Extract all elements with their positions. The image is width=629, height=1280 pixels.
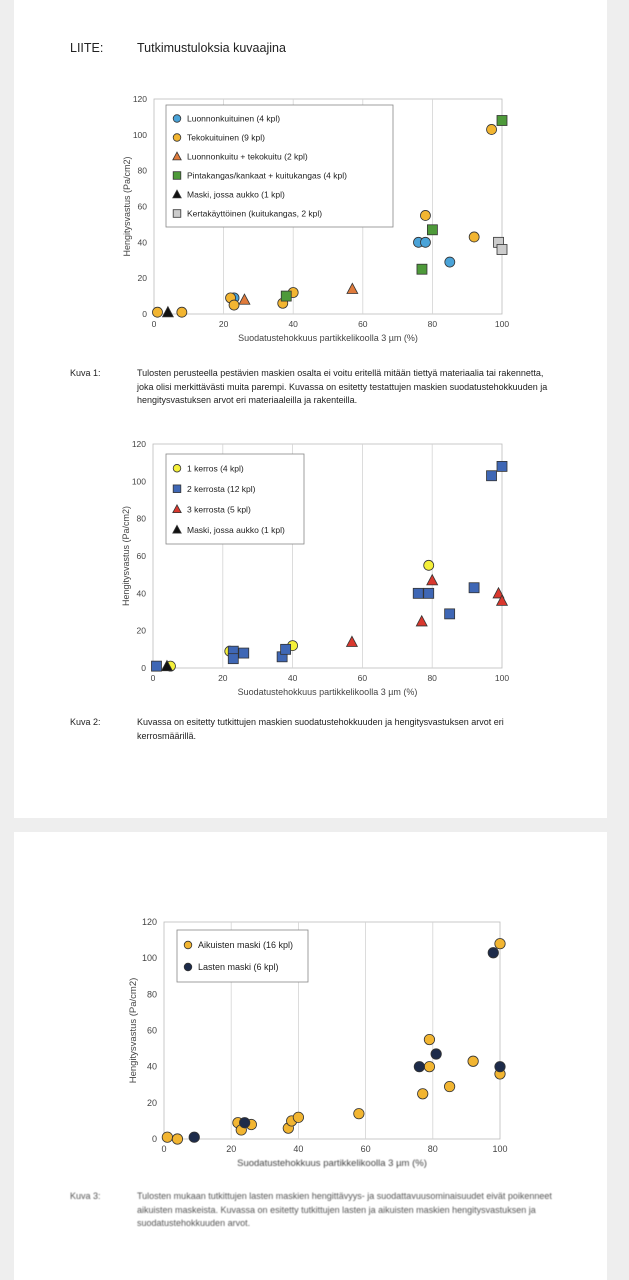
data-point xyxy=(413,588,423,598)
y-tick-label: 60 xyxy=(136,551,146,561)
caption-1-label: Kuva 1: xyxy=(70,368,101,378)
x-tick-label: 40 xyxy=(288,319,298,329)
data-point xyxy=(427,575,438,585)
legend xyxy=(166,105,393,227)
x-axis-label: Suodatustehokkuus partikkelikoolla 3 µm (%) xyxy=(237,1158,427,1169)
data-point xyxy=(424,1061,434,1071)
legend-label: Lasten maski (6 kpl) xyxy=(198,962,279,973)
data-point xyxy=(497,116,507,126)
y-tick-label: 100 xyxy=(132,129,147,140)
legend-label: 2 kerrosta (12 kpl) xyxy=(187,483,256,494)
legend xyxy=(177,930,308,982)
data-point xyxy=(445,609,455,619)
legend-label: 3 kerrosta (5 kpl) xyxy=(187,504,251,515)
x-tick-label: 100 xyxy=(494,673,510,683)
y-tick-label: 20 xyxy=(136,625,146,636)
y-tick-label: 80 xyxy=(136,513,146,524)
legend-label: Kertakäyttöinen (kuitukangas, 2 kpl) xyxy=(187,208,323,219)
x-tick-label: 100 xyxy=(492,1144,508,1154)
y-tick-label: 0 xyxy=(151,1134,157,1144)
series-2 xyxy=(347,575,508,647)
data-point xyxy=(414,1061,424,1071)
legend-label: Pintakangas/kankaat + kuitukangas (4 kpl) xyxy=(187,170,347,181)
data-point xyxy=(151,661,161,671)
legend-label: Luonnonkuitu + tekokuitu (2 kpl) xyxy=(187,151,308,162)
data-point xyxy=(239,294,250,304)
data-point xyxy=(420,237,430,247)
data-point xyxy=(424,1034,434,1044)
caption-1 xyxy=(70,367,560,411)
data-point xyxy=(189,1132,199,1142)
appendix-title: Tutkimustuloksia kuvaajina xyxy=(137,41,286,55)
x-axis-label: Suodatustehokkuus partikkelikoolla 3 µm (%) xyxy=(238,333,418,343)
x-tick-label: 60 xyxy=(357,673,368,683)
data-point xyxy=(417,264,427,274)
x-tick-label: 100 xyxy=(494,319,510,329)
data-point xyxy=(444,1081,454,1091)
series-5 xyxy=(494,237,507,254)
legend-marker xyxy=(184,963,192,971)
data-point xyxy=(469,583,479,593)
data-point xyxy=(468,1056,478,1066)
data-point xyxy=(347,283,358,293)
caption-2-text: Kuvassa on esitetty tutkittujen maskien suodatustehokkuuden ja hengitysvastuksen arvot eri kerrosmäärillä. xyxy=(137,717,504,741)
caption-3 xyxy=(70,1190,560,1234)
data-point xyxy=(152,307,162,317)
y-tick-label: 120 xyxy=(132,94,147,104)
legend-marker xyxy=(173,485,181,493)
y-axis-label: Hengitysvastus (Pa/cm2) xyxy=(128,977,139,1084)
x-tick-label: 20 xyxy=(218,673,228,683)
legend xyxy=(166,454,304,544)
legend-marker xyxy=(184,941,192,949)
legend-box xyxy=(177,930,308,982)
x-tick-label: 0 xyxy=(161,1144,167,1154)
y-tick-label: 40 xyxy=(146,1061,157,1072)
data-point xyxy=(497,461,507,471)
data-point xyxy=(488,948,498,958)
y-tick-label: 20 xyxy=(146,1097,157,1108)
y-tick-label: 60 xyxy=(137,201,147,212)
caption-3-text: Tulosten mukaan tutkittujen lasten maskien hengittävyys- ja suodattavuusominaisuudet eivät poikenneet aikuisten maskeista. Kuvassa on esitetty tutkittujen lasten ja aikuisten maskien hengitysvastuksen ja suodatustehokkuuden arvot. xyxy=(137,1191,552,1228)
legend-marker xyxy=(173,464,181,472)
x-tick-label: 40 xyxy=(287,673,298,683)
data-point xyxy=(445,257,455,267)
data-point xyxy=(469,232,479,242)
legend-marker xyxy=(173,134,181,142)
data-point xyxy=(418,1089,428,1099)
y-tick-label: 0 xyxy=(142,309,147,319)
data-point xyxy=(177,307,187,317)
y-tick-label: 80 xyxy=(146,989,157,1000)
data-point xyxy=(487,124,497,134)
y-tick-label: 100 xyxy=(131,476,146,487)
data-point xyxy=(239,1118,249,1128)
x-tick-label: 0 xyxy=(151,319,157,329)
caption-2-label: Kuva 2: xyxy=(70,717,101,727)
data-point xyxy=(347,636,358,646)
x-tick-label: 80 xyxy=(427,673,437,683)
document-page-2 xyxy=(14,832,607,1280)
y-tick-label: 80 xyxy=(137,165,147,176)
legend-label: Luonnonkuituinen (4 kpl) xyxy=(187,113,281,124)
x-axis-label: Suodatustehokkuus partikkelikoolla 3 µm (%) xyxy=(237,687,418,697)
data-point xyxy=(229,300,239,310)
x-tick-label: 80 xyxy=(427,1144,438,1154)
data-point xyxy=(228,654,238,664)
data-point xyxy=(281,291,291,301)
data-point xyxy=(239,648,249,658)
data-point xyxy=(162,1132,172,1142)
y-tick-label: 0 xyxy=(141,663,146,673)
appendix-label: LIITE: xyxy=(70,41,104,55)
document-page-1 xyxy=(14,0,607,818)
legend-label: 1 kerros (4 kpl) xyxy=(187,463,244,474)
caption-3-label: Kuva 3: xyxy=(70,1191,101,1201)
data-point xyxy=(172,1134,182,1144)
x-tick-label: 0 xyxy=(150,673,156,683)
data-point xyxy=(416,616,427,626)
legend-label: Aikuisten maski (16 kpl) xyxy=(198,940,294,951)
chart-adults-children xyxy=(14,910,607,1190)
data-point xyxy=(431,1049,441,1059)
x-tick-label: 80 xyxy=(427,319,438,329)
x-tick-label: 60 xyxy=(360,1144,371,1154)
data-point xyxy=(497,245,507,255)
legend-label: Maski, jossa aukko (1 kpl) xyxy=(187,524,285,535)
x-tick-label: 60 xyxy=(358,319,368,329)
data-point xyxy=(495,939,505,949)
y-tick-label: 120 xyxy=(131,439,146,449)
chart-layers xyxy=(14,432,607,712)
caption-2 xyxy=(70,716,560,746)
data-point xyxy=(424,588,434,598)
data-point xyxy=(487,471,497,481)
data-point xyxy=(354,1108,364,1118)
legend-marker xyxy=(173,115,181,123)
series-4 xyxy=(163,307,174,317)
x-tick-label: 20 xyxy=(226,1144,237,1154)
data-point xyxy=(495,1061,505,1071)
y-tick-label: 20 xyxy=(137,273,147,284)
data-point xyxy=(420,210,430,220)
y-tick-label: 100 xyxy=(141,953,157,964)
legend-marker xyxy=(173,172,181,180)
data-point xyxy=(163,307,174,317)
y-tick-label: 40 xyxy=(136,588,146,599)
legend-marker xyxy=(173,210,181,218)
y-tick-label: 60 xyxy=(146,1025,157,1036)
y-tick-label: 40 xyxy=(137,237,147,248)
chart-materials xyxy=(14,85,607,365)
y-axis-label: Hengitysvastus (Pa/cm2) xyxy=(122,156,132,257)
caption-1-text: Tulosten perusteella pestävien maskien osalta ei voitu eritellä mitään tiettyä materiaalia tai rakennetta, joka olisi merkittävästi muita parempi. Kuvassa on esitetty testattujen maskien suodatustehokkuuden ja hengitysvastuksen arvot eri materiaaleilla ja rakenteilla. xyxy=(137,368,548,405)
x-tick-label: 20 xyxy=(218,319,229,329)
data-point xyxy=(424,560,434,570)
legend-label: Maski, jossa aukko (1 kpl) xyxy=(187,189,285,200)
y-tick-label: 120 xyxy=(141,917,157,927)
legend-label: Tekokuituinen (9 kpl) xyxy=(187,132,265,143)
data-point xyxy=(293,1112,303,1122)
data-point xyxy=(427,225,437,235)
series-0 xyxy=(165,560,433,671)
x-tick-label: 40 xyxy=(293,1144,304,1154)
y-axis-label: Hengitysvastus (Pa/cm2) xyxy=(121,505,131,607)
data-point xyxy=(281,644,291,654)
